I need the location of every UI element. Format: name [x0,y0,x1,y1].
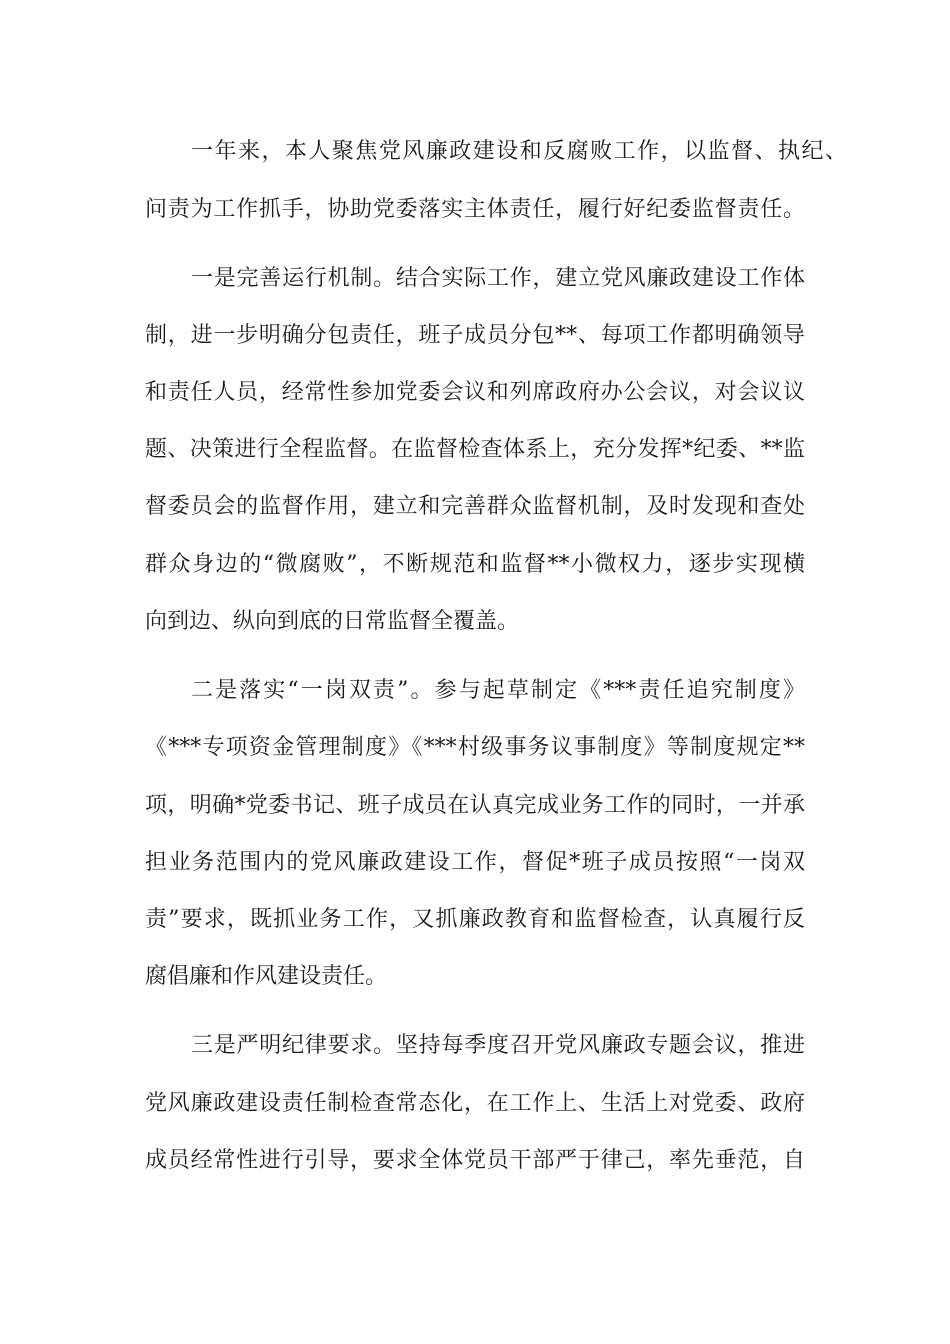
paragraph-3-line-2: 《***专项资金管理制度》《***村级事务议事制度》等制度规定** [145,735,805,760]
paragraph-4-line-1: 三是严明纪律要求。坚持每季度召开党风廉政专题会议，推进 [191,1033,805,1058]
paragraph-2-line-2: 制，进一步明确分包责任，班子成员分包**、每项工作都明确领导 [145,323,805,348]
paragraph-2-line-6: 群众身边的“微腐败”，不断规范和监督**小微权力，逐步实现横 [145,552,805,577]
paragraph-2-line-4: 题、决策进行全程监督。在监督检查体系上，充分发挥*纪委、**监 [145,437,805,462]
paragraph-2-line-5: 督委员会的监督作用，建立和完善群众监督机制，及时发现和查处 [145,494,805,519]
paragraph-1-line-2: 问责为工作抓手，协助党委落实主体责任，履行好纪委监督责任。 [145,197,805,222]
paragraph-2-line-3: 和责任人员，经常性参加党委会议和列席政府办公会议，对会议议 [145,380,805,405]
paragraph-3-line-3: 项，明确*党委书记、班子成员在认真完成业务工作的同时，一并承 [145,793,805,818]
paragraph-4-line-2: 党风廉政建设责任制检查常态化，在工作上、生活上对党委、政府 [145,1091,805,1116]
paragraph-3-line-1: 二是落实“一岗双责”。参与起草制定《***责任追究制度》 [191,678,805,703]
paragraph-1-line-1: 一年来，本人聚焦党风廉政建设和反腐败工作，以监督、执纪、 [191,139,847,164]
paragraph-2-line-1: 一是完善运行机制。结合实际工作，建立党风廉政建设工作体 [191,266,805,291]
paragraph-3-line-4: 担业务范围内的党风廉政建设工作，督促*班子成员按照“一岗双 [145,850,805,875]
paragraph-3-line-6: 腐倡廉和作风建设责任。 [145,964,388,989]
paragraph-4-line-3: 成员经常性进行引导，要求全体党员干部严于律己，率先垂范，自 [145,1148,805,1173]
paragraph-2-line-7: 向到边、纵向到底的日常监督全覆盖。 [145,609,520,634]
paragraph-3-line-5: 责”要求，既抓业务工作，又抓廉政教育和监督检查，认真履行反 [145,907,805,932]
